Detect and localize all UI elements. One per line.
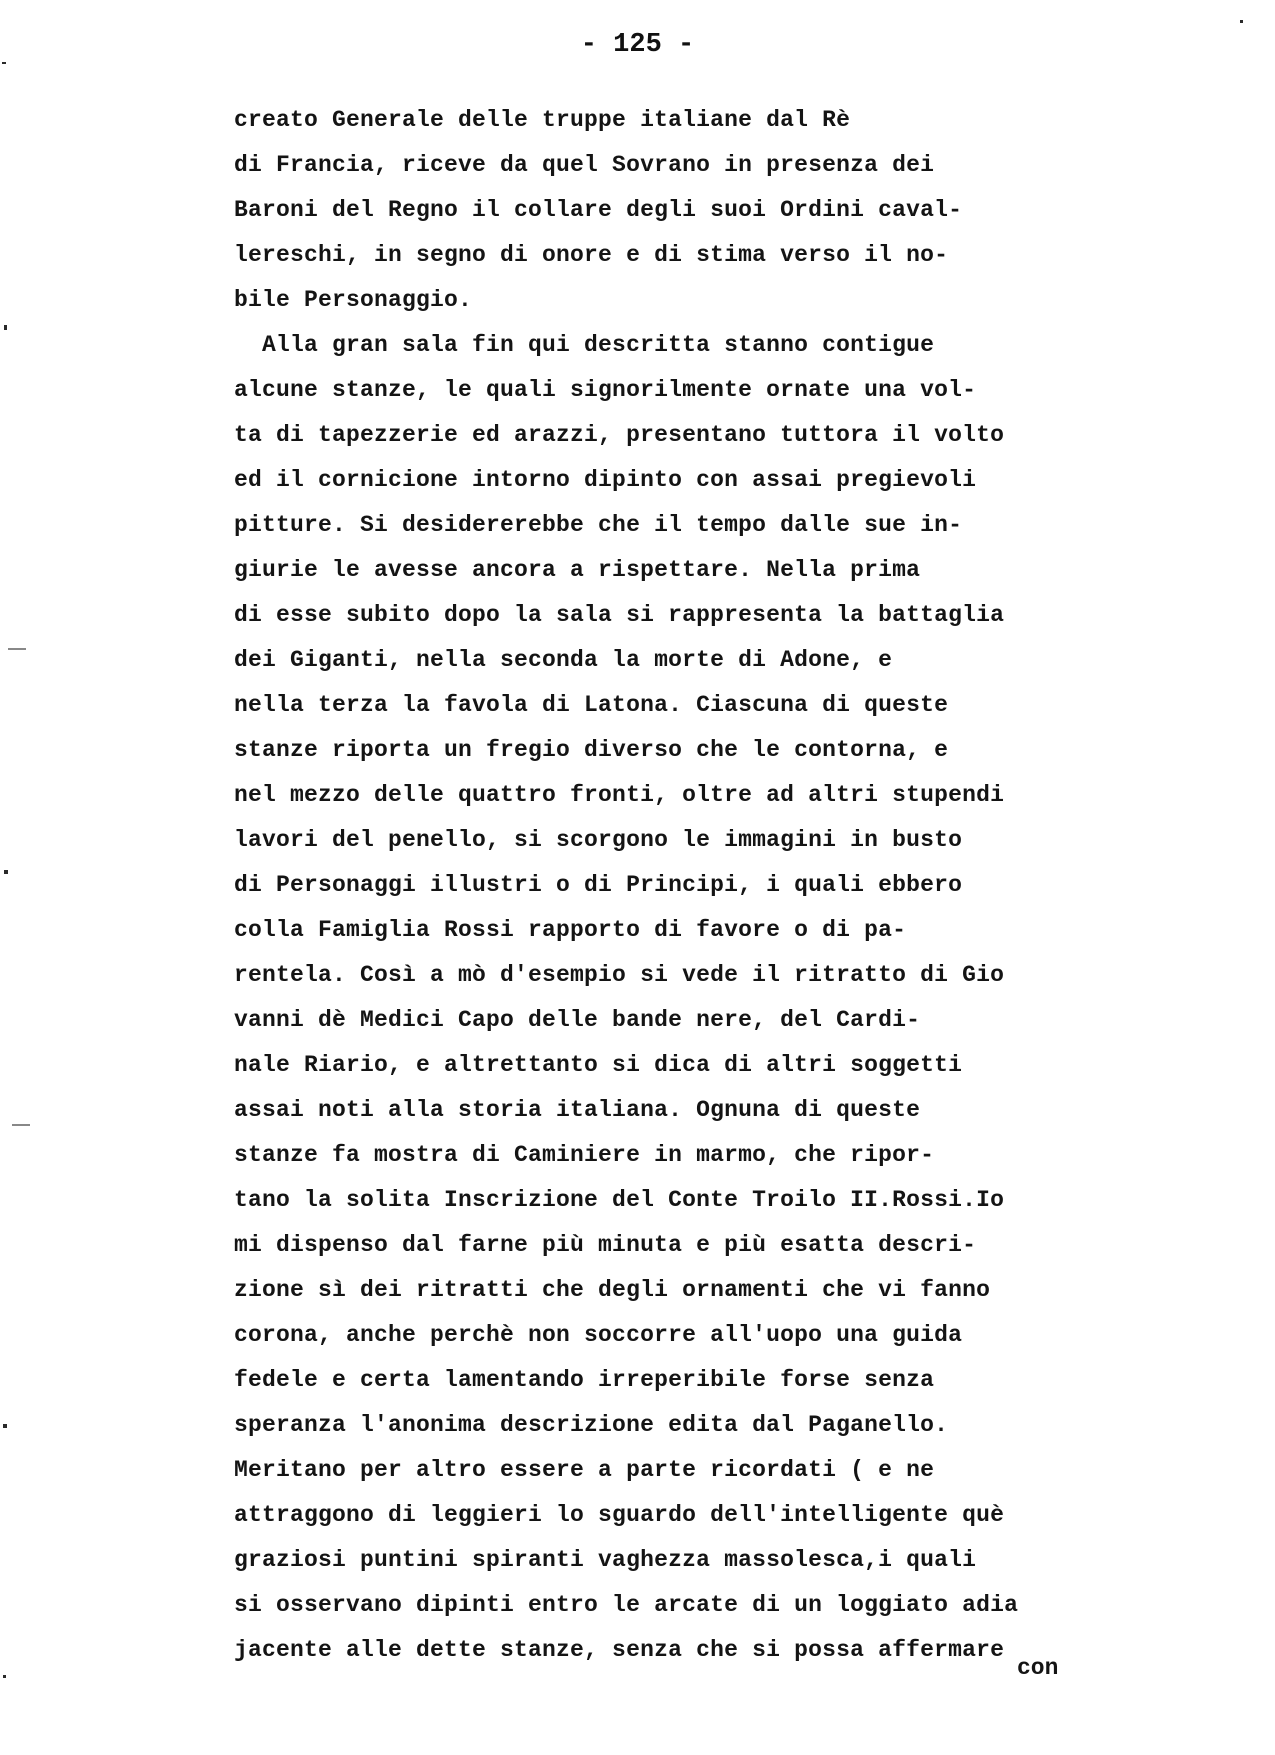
page-number: - 125 - bbox=[580, 30, 695, 60]
margin-speck bbox=[3, 1424, 7, 1428]
text-line: graziosi puntini spiranti vaghezza massolesca,i quali bbox=[234, 1547, 977, 1573]
text-line: jacente alle dette stanze, senza che si possa affermare bbox=[234, 1637, 1005, 1663]
text-line: creato Generale delle truppe italiane dal Rè bbox=[234, 107, 851, 133]
text-line: nale Riario, e altrettanto si dica di altri soggetti bbox=[234, 1052, 963, 1078]
text-line: giurie le avesse ancora a rispettare. Nella prima bbox=[234, 557, 921, 583]
text-line: pitture. Si desidererebbe che il tempo dalle sue in- bbox=[234, 512, 963, 538]
text-line: nel mezzo delle quattro fronti, oltre ad altri stupendi bbox=[234, 782, 1005, 808]
text-line: bile Personaggio. bbox=[234, 287, 473, 313]
text-line: corona, anche perchè non soccorre all'uopo una guida bbox=[234, 1322, 963, 1348]
text-line: di Personaggi illustri o di Principi, i quali ebbero bbox=[234, 872, 963, 898]
margin-speck bbox=[3, 1675, 6, 1678]
text-line: ed il cornicione intorno dipinto con assai pregievoli bbox=[234, 467, 977, 493]
body-text bbox=[234, 98, 1234, 1673]
text-line: vanni dè Medici Capo delle bande nere, del Cardi- bbox=[234, 1007, 921, 1033]
text-line: zione sì dei ritratti che degli ornamenti che vi fanno bbox=[234, 1277, 991, 1303]
catchword: con bbox=[1017, 1655, 1059, 1681]
text-line: rentela. Così a mò d'esempio si vede il ritratto di Gio bbox=[234, 962, 1005, 988]
text-line: di esse subito dopo la sala si rappresenta la battaglia bbox=[234, 602, 1005, 628]
text-line: assai noti alla storia italiana. Ognuna di queste bbox=[234, 1097, 921, 1123]
margin-speck bbox=[1240, 20, 1243, 23]
text-line: Alla gran sala fin qui descritta stanno contigue bbox=[234, 332, 935, 358]
text-line: lavori del penello, si scorgono le immagini in busto bbox=[234, 827, 963, 853]
text-line: ta di tapezzerie ed arazzi, presentano tuttora il volto bbox=[234, 422, 1005, 448]
text-line: fedele e certa lamentando irreperibile forse senza bbox=[234, 1367, 935, 1393]
text-line: nella terza la favola di Latona. Ciascuna di queste bbox=[234, 692, 949, 718]
text-line: Baroni del Regno il collare degli suoi Ordini caval- bbox=[234, 197, 963, 223]
text-line: attraggono di leggieri lo sguardo dell'intelligente què bbox=[234, 1502, 1005, 1528]
text-line: tano la solita Inscrizione del Conte Troilo II.Rossi.Io bbox=[234, 1187, 1005, 1213]
margin-speck bbox=[12, 1124, 30, 1126]
text-line: stanze fa mostra di Caminiere in marmo, che ripor- bbox=[234, 1142, 935, 1168]
margin-speck bbox=[4, 325, 7, 330]
text-line: lereschi, in segno di onore e di stima verso il no- bbox=[234, 242, 949, 268]
text-line: stanze riporta un fregio diverso che le contorna, e bbox=[234, 737, 949, 763]
margin-speck bbox=[4, 870, 8, 874]
text-line: di Francia, riceve da quel Sovrano in presenza dei bbox=[234, 152, 935, 178]
text-line: dei Giganti, nella seconda la morte di Adone, e bbox=[234, 647, 893, 673]
text-line: si osservano dipinti entro le arcate di un loggiato adia bbox=[234, 1592, 1019, 1618]
text-line: alcune stanze, le quali signorilmente ornate una vol- bbox=[234, 377, 977, 403]
text-line: speranza l'anonima descrizione edita dal Paganello. bbox=[234, 1412, 949, 1438]
text-line: mi dispenso dal farne più minuta e più esatta descri- bbox=[234, 1232, 977, 1258]
text-line: Meritano per altro essere a parte ricordati ( e ne bbox=[234, 1457, 935, 1483]
text-line: colla Famiglia Rossi rapporto di favore o di pa- bbox=[234, 917, 907, 943]
margin-speck bbox=[2, 62, 6, 64]
margin-speck bbox=[8, 648, 26, 650]
